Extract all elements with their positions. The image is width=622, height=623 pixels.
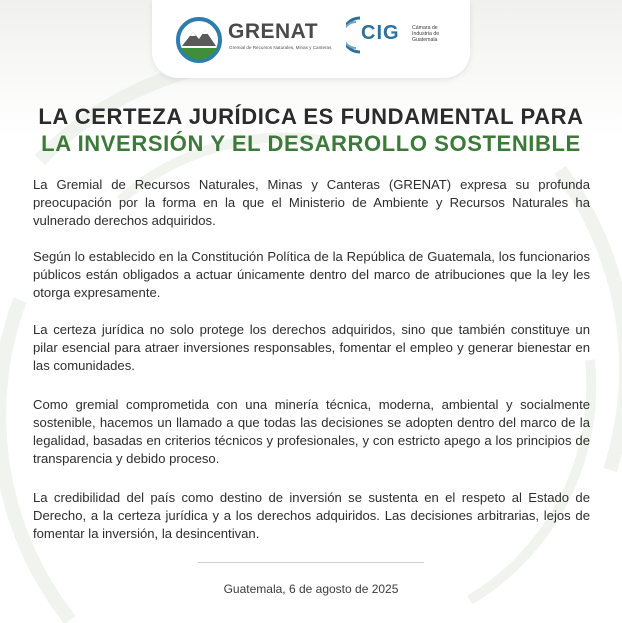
grenat-logo-icon [174,16,224,64]
paragraph-2: Según lo establecido en la Constitución Política de la República de Guatemala, los funcionarios públicos están obligados a actuar únicamente dentro del marco de atribuciones que la ley les otorga expresamente. [33,249,590,300]
place-date: Guatemala, 6 de agosto de 2025 [223,582,399,596]
grenat-tagline: Gremial de Recursos Naturales, Minas y Canteras [229,45,332,50]
title-line-2: LA INVERSIÓN Y EL DESARROLLO SOSTENIBLE [41,131,581,156]
logo-header [152,0,470,78]
paragraph-4: Como gremial comprometida con una minería técnica, moderna, ambiental y socialmente sostenible, hacemos un llamado a que todas las decisiones se adopten dentro del marco de la legalidad, basadas en criterios técnicos y profesionales, y con estricto apego a los principios de transparencia y debido proceso. [33,397,590,466]
footer-divider [198,562,424,563]
paragraph-1: La Gremial de Recursos Naturales, Minas y Canteras (GRENAT) expresa su profunda preocupación por la forma en la que el Ministerio de Ambiente y Recursos Naturales ha vulnerado derechos adquiridos. [33,177,590,228]
cig-subtitle: Cámara de Industria de Guatemala [412,25,440,43]
paragraph-5: La credibilidad del país como destino de inversión se sustenta en el respeto al Estado de Derecho, a la certeza jurídica y a los derechos adquiridos. Las decisiones arbitrarias, lejos de fomentar la inversión, la desincentivan. [33,490,590,541]
title-line-1: LA CERTEZA JURÍDICA ES FUNDAMENTAL PARA [38,104,584,129]
grenat-name: GRENAT [228,20,319,43]
cig-name: CIG [361,22,400,44]
paragraph-3: La certeza jurídica no solo protege los derechos adquiridos, sino que también constituye un pilar esencial para atraer inversiones responsables, fomentar el empleo y generar bienestar en las comunidades. [33,322,590,373]
